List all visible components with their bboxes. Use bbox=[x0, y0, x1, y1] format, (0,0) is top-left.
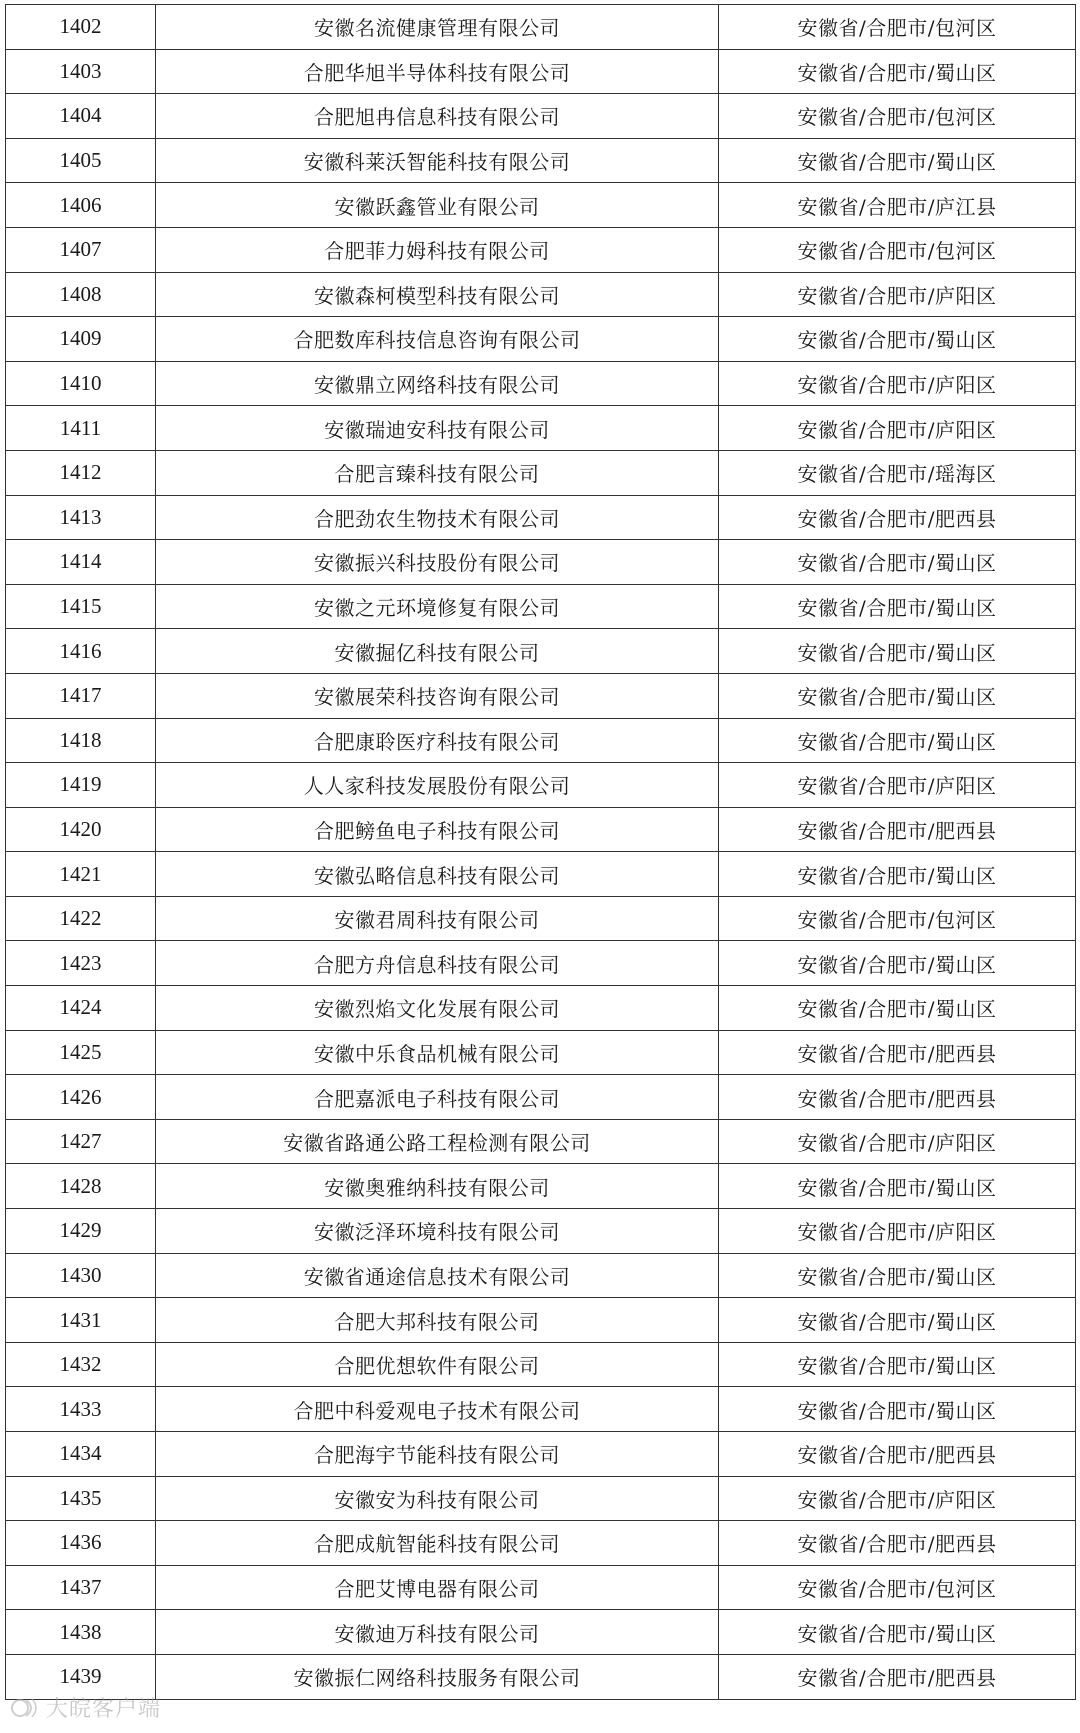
region-cell: 安徽省/合肥市/蜀山区 bbox=[719, 317, 1076, 362]
company-name-cell: 安徽鼎立网络科技有限公司 bbox=[156, 361, 719, 406]
company-name-cell: 安徽森柯模型科技有限公司 bbox=[156, 272, 719, 317]
table-row bbox=[6, 986, 1076, 1031]
company-name-cell: 合肥康聆医疗科技有限公司 bbox=[156, 718, 719, 763]
row-number-cell: 1435 bbox=[6, 1476, 156, 1521]
row-number-cell: 1406 bbox=[6, 183, 156, 228]
company-name-cell: 安徽展荣科技咨询有限公司 bbox=[156, 673, 719, 718]
company-name-cell: 安徽跃鑫管业有限公司 bbox=[156, 183, 719, 228]
row-number-cell: 1427 bbox=[6, 1119, 156, 1164]
table-row bbox=[6, 584, 1076, 629]
company-list-table bbox=[5, 4, 1076, 1700]
row-number-cell: 1404 bbox=[6, 94, 156, 139]
row-number-cell: 1407 bbox=[6, 227, 156, 272]
table-row bbox=[6, 1164, 1076, 1209]
table-row bbox=[6, 807, 1076, 852]
company-name-cell: 安徽省通途信息技术有限公司 bbox=[156, 1253, 719, 1298]
region-cell: 安徽省/合肥市/肥西县 bbox=[719, 1654, 1076, 1699]
region-cell: 安徽省/合肥市/蜀山区 bbox=[719, 1610, 1076, 1655]
company-name-cell: 人人家科技发展股份有限公司 bbox=[156, 763, 719, 808]
company-list-table-container bbox=[5, 4, 1075, 1700]
table-row bbox=[6, 227, 1076, 272]
region-cell: 安徽省/合肥市/蜀山区 bbox=[719, 138, 1076, 183]
row-number-cell: 1420 bbox=[6, 807, 156, 852]
region-cell: 安徽省/合肥市/肥西县 bbox=[719, 807, 1076, 852]
company-name-cell: 安徽振仁网络科技服务有限公司 bbox=[156, 1654, 719, 1699]
region-cell: 安徽省/合肥市/肥西县 bbox=[719, 1432, 1076, 1477]
region-cell: 安徽省/合肥市/蜀山区 bbox=[719, 1164, 1076, 1209]
row-number-cell: 1426 bbox=[6, 1075, 156, 1120]
table-row bbox=[6, 540, 1076, 585]
region-cell: 安徽省/合肥市/瑶海区 bbox=[719, 450, 1076, 495]
region-cell: 安徽省/合肥市/肥西县 bbox=[719, 1075, 1076, 1120]
company-name-cell: 合肥华旭半导体科技有限公司 bbox=[156, 49, 719, 94]
company-name-cell: 安徽科莱沃智能科技有限公司 bbox=[156, 138, 719, 183]
company-name-cell: 安徽掘亿科技有限公司 bbox=[156, 629, 719, 674]
company-name-cell: 安徽奥雅纳科技有限公司 bbox=[156, 1164, 719, 1209]
region-cell: 安徽省/合肥市/庐阳区 bbox=[719, 1476, 1076, 1521]
row-number-cell: 1438 bbox=[6, 1610, 156, 1655]
table-row bbox=[6, 183, 1076, 228]
table-row bbox=[6, 1654, 1076, 1699]
row-number-cell: 1430 bbox=[6, 1253, 156, 1298]
region-cell: 安徽省/合肥市/蜀山区 bbox=[719, 852, 1076, 897]
region-cell: 安徽省/合肥市/庐阳区 bbox=[719, 361, 1076, 406]
company-name-cell: 安徽君周科技有限公司 bbox=[156, 896, 719, 941]
row-number-cell: 1409 bbox=[6, 317, 156, 362]
row-number-cell: 1402 bbox=[6, 5, 156, 50]
company-name-cell: 合肥旭冉信息科技有限公司 bbox=[156, 94, 719, 139]
company-name-cell: 合肥菲力姆科技有限公司 bbox=[156, 227, 719, 272]
region-cell: 安徽省/合肥市/包河区 bbox=[719, 5, 1076, 50]
table-row bbox=[6, 450, 1076, 495]
row-number-cell: 1433 bbox=[6, 1387, 156, 1432]
region-cell: 安徽省/合肥市/肥西县 bbox=[719, 1030, 1076, 1075]
watermark-text: 大皖客户端 bbox=[46, 1697, 162, 1722]
company-name-cell: 安徽弘略信息科技有限公司 bbox=[156, 852, 719, 897]
region-cell: 安徽省/合肥市/蜀山区 bbox=[719, 1342, 1076, 1387]
region-cell: 安徽省/合肥市/蜀山区 bbox=[719, 540, 1076, 585]
region-cell: 安徽省/合肥市/蜀山区 bbox=[719, 941, 1076, 986]
table-row bbox=[6, 1030, 1076, 1075]
company-name-cell: 合肥大邦科技有限公司 bbox=[156, 1298, 719, 1343]
row-number-cell: 1405 bbox=[6, 138, 156, 183]
table-row bbox=[6, 49, 1076, 94]
region-cell: 安徽省/合肥市/蜀山区 bbox=[719, 718, 1076, 763]
company-name-cell: 合肥成航智能科技有限公司 bbox=[156, 1521, 719, 1566]
row-number-cell: 1415 bbox=[6, 584, 156, 629]
table-row bbox=[6, 1432, 1076, 1477]
company-name-cell: 合肥海宇节能科技有限公司 bbox=[156, 1432, 719, 1477]
region-cell: 安徽省/合肥市/庐阳区 bbox=[719, 1119, 1076, 1164]
table-row bbox=[6, 1209, 1076, 1254]
company-name-cell: 安徽名流健康管理有限公司 bbox=[156, 5, 719, 50]
row-number-cell: 1419 bbox=[6, 763, 156, 808]
region-cell: 安徽省/合肥市/蜀山区 bbox=[719, 1298, 1076, 1343]
company-name-cell: 安徽之元环境修复有限公司 bbox=[156, 584, 719, 629]
company-name-cell: 安徽安为科技有限公司 bbox=[156, 1476, 719, 1521]
region-cell: 安徽省/合肥市/庐阳区 bbox=[719, 1209, 1076, 1254]
table-row bbox=[6, 673, 1076, 718]
region-cell: 安徽省/合肥市/蜀山区 bbox=[719, 673, 1076, 718]
table-row bbox=[6, 1610, 1076, 1655]
table-row bbox=[6, 1565, 1076, 1610]
row-number-cell: 1416 bbox=[6, 629, 156, 674]
table-row bbox=[6, 1476, 1076, 1521]
table-row bbox=[6, 5, 1076, 50]
table-row bbox=[6, 1119, 1076, 1164]
row-number-cell: 1410 bbox=[6, 361, 156, 406]
region-cell: 安徽省/合肥市/肥西县 bbox=[719, 1521, 1076, 1566]
company-name-cell: 安徽省路通公路工程检测有限公司 bbox=[156, 1119, 719, 1164]
table-row bbox=[6, 138, 1076, 183]
company-name-cell: 安徽烈焰文化发展有限公司 bbox=[156, 986, 719, 1031]
table-row bbox=[6, 1521, 1076, 1566]
company-name-cell: 合肥艾博电器有限公司 bbox=[156, 1565, 719, 1610]
region-cell: 安徽省/合肥市/包河区 bbox=[719, 896, 1076, 941]
row-number-cell: 1414 bbox=[6, 540, 156, 585]
row-number-cell: 1413 bbox=[6, 495, 156, 540]
row-number-cell: 1439 bbox=[6, 1654, 156, 1699]
row-number-cell: 1408 bbox=[6, 272, 156, 317]
table-row bbox=[6, 718, 1076, 763]
table-row bbox=[6, 852, 1076, 897]
company-name-cell: 合肥嘉派电子科技有限公司 bbox=[156, 1075, 719, 1120]
table-row bbox=[6, 272, 1076, 317]
table-row bbox=[6, 1298, 1076, 1343]
table-row bbox=[6, 896, 1076, 941]
region-cell: 安徽省/合肥市/蜀山区 bbox=[719, 629, 1076, 674]
region-cell: 安徽省/合肥市/包河区 bbox=[719, 1565, 1076, 1610]
region-cell: 安徽省/合肥市/蜀山区 bbox=[719, 584, 1076, 629]
company-name-cell: 安徽泛泽环境科技有限公司 bbox=[156, 1209, 719, 1254]
row-number-cell: 1432 bbox=[6, 1342, 156, 1387]
row-number-cell: 1417 bbox=[6, 673, 156, 718]
region-cell: 安徽省/合肥市/包河区 bbox=[719, 227, 1076, 272]
table-row bbox=[6, 629, 1076, 674]
table-row bbox=[6, 763, 1076, 808]
table-body bbox=[6, 5, 1076, 1700]
region-cell: 安徽省/合肥市/庐阳区 bbox=[719, 406, 1076, 451]
row-number-cell: 1425 bbox=[6, 1030, 156, 1075]
company-name-cell: 合肥言臻科技有限公司 bbox=[156, 450, 719, 495]
table-row bbox=[6, 1253, 1076, 1298]
row-number-cell: 1403 bbox=[6, 49, 156, 94]
region-cell: 安徽省/合肥市/蜀山区 bbox=[719, 986, 1076, 1031]
company-name-cell: 安徽振兴科技股份有限公司 bbox=[156, 540, 719, 585]
region-cell: 安徽省/合肥市/庐阳区 bbox=[719, 272, 1076, 317]
company-name-cell: 安徽迪万科技有限公司 bbox=[156, 1610, 719, 1655]
region-cell: 安徽省/合肥市/蜀山区 bbox=[719, 1253, 1076, 1298]
company-name-cell: 合肥鳑鱼电子科技有限公司 bbox=[156, 807, 719, 852]
row-number-cell: 1412 bbox=[6, 450, 156, 495]
company-name-cell: 合肥劲农生物技术有限公司 bbox=[156, 495, 719, 540]
row-number-cell: 1436 bbox=[6, 1521, 156, 1566]
table-row bbox=[6, 941, 1076, 986]
row-number-cell: 1429 bbox=[6, 1209, 156, 1254]
table-row bbox=[6, 1387, 1076, 1432]
row-number-cell: 1421 bbox=[6, 852, 156, 897]
region-cell: 安徽省/合肥市/蜀山区 bbox=[719, 1387, 1076, 1432]
row-number-cell: 1411 bbox=[6, 406, 156, 451]
row-number-cell: 1437 bbox=[6, 1565, 156, 1610]
company-name-cell: 合肥中科爱观电子技术有限公司 bbox=[156, 1387, 719, 1432]
region-cell: 安徽省/合肥市/包河区 bbox=[719, 94, 1076, 139]
company-name-cell: 安徽中乐食品机械有限公司 bbox=[156, 1030, 719, 1075]
table-row bbox=[6, 361, 1076, 406]
table-row bbox=[6, 317, 1076, 362]
row-number-cell: 1431 bbox=[6, 1298, 156, 1343]
table-row bbox=[6, 495, 1076, 540]
row-number-cell: 1434 bbox=[6, 1432, 156, 1477]
row-number-cell: 1428 bbox=[6, 1164, 156, 1209]
company-name-cell: 安徽瑞迪安科技有限公司 bbox=[156, 406, 719, 451]
table-row bbox=[6, 94, 1076, 139]
region-cell: 安徽省/合肥市/庐江县 bbox=[719, 183, 1076, 228]
region-cell: 安徽省/合肥市/庐阳区 bbox=[719, 763, 1076, 808]
table-row bbox=[6, 1342, 1076, 1387]
row-number-cell: 1424 bbox=[6, 986, 156, 1031]
region-cell: 安徽省/合肥市/蜀山区 bbox=[719, 49, 1076, 94]
company-name-cell: 合肥方舟信息科技有限公司 bbox=[156, 941, 719, 986]
row-number-cell: 1422 bbox=[6, 896, 156, 941]
company-name-cell: 合肥优想软件有限公司 bbox=[156, 1342, 719, 1387]
row-number-cell: 1423 bbox=[6, 941, 156, 986]
region-cell: 安徽省/合肥市/肥西县 bbox=[719, 495, 1076, 540]
table-row bbox=[6, 1075, 1076, 1120]
row-number-cell: 1418 bbox=[6, 718, 156, 763]
company-name-cell: 合肥数库科技信息咨询有限公司 bbox=[156, 317, 719, 362]
table-row bbox=[6, 406, 1076, 451]
